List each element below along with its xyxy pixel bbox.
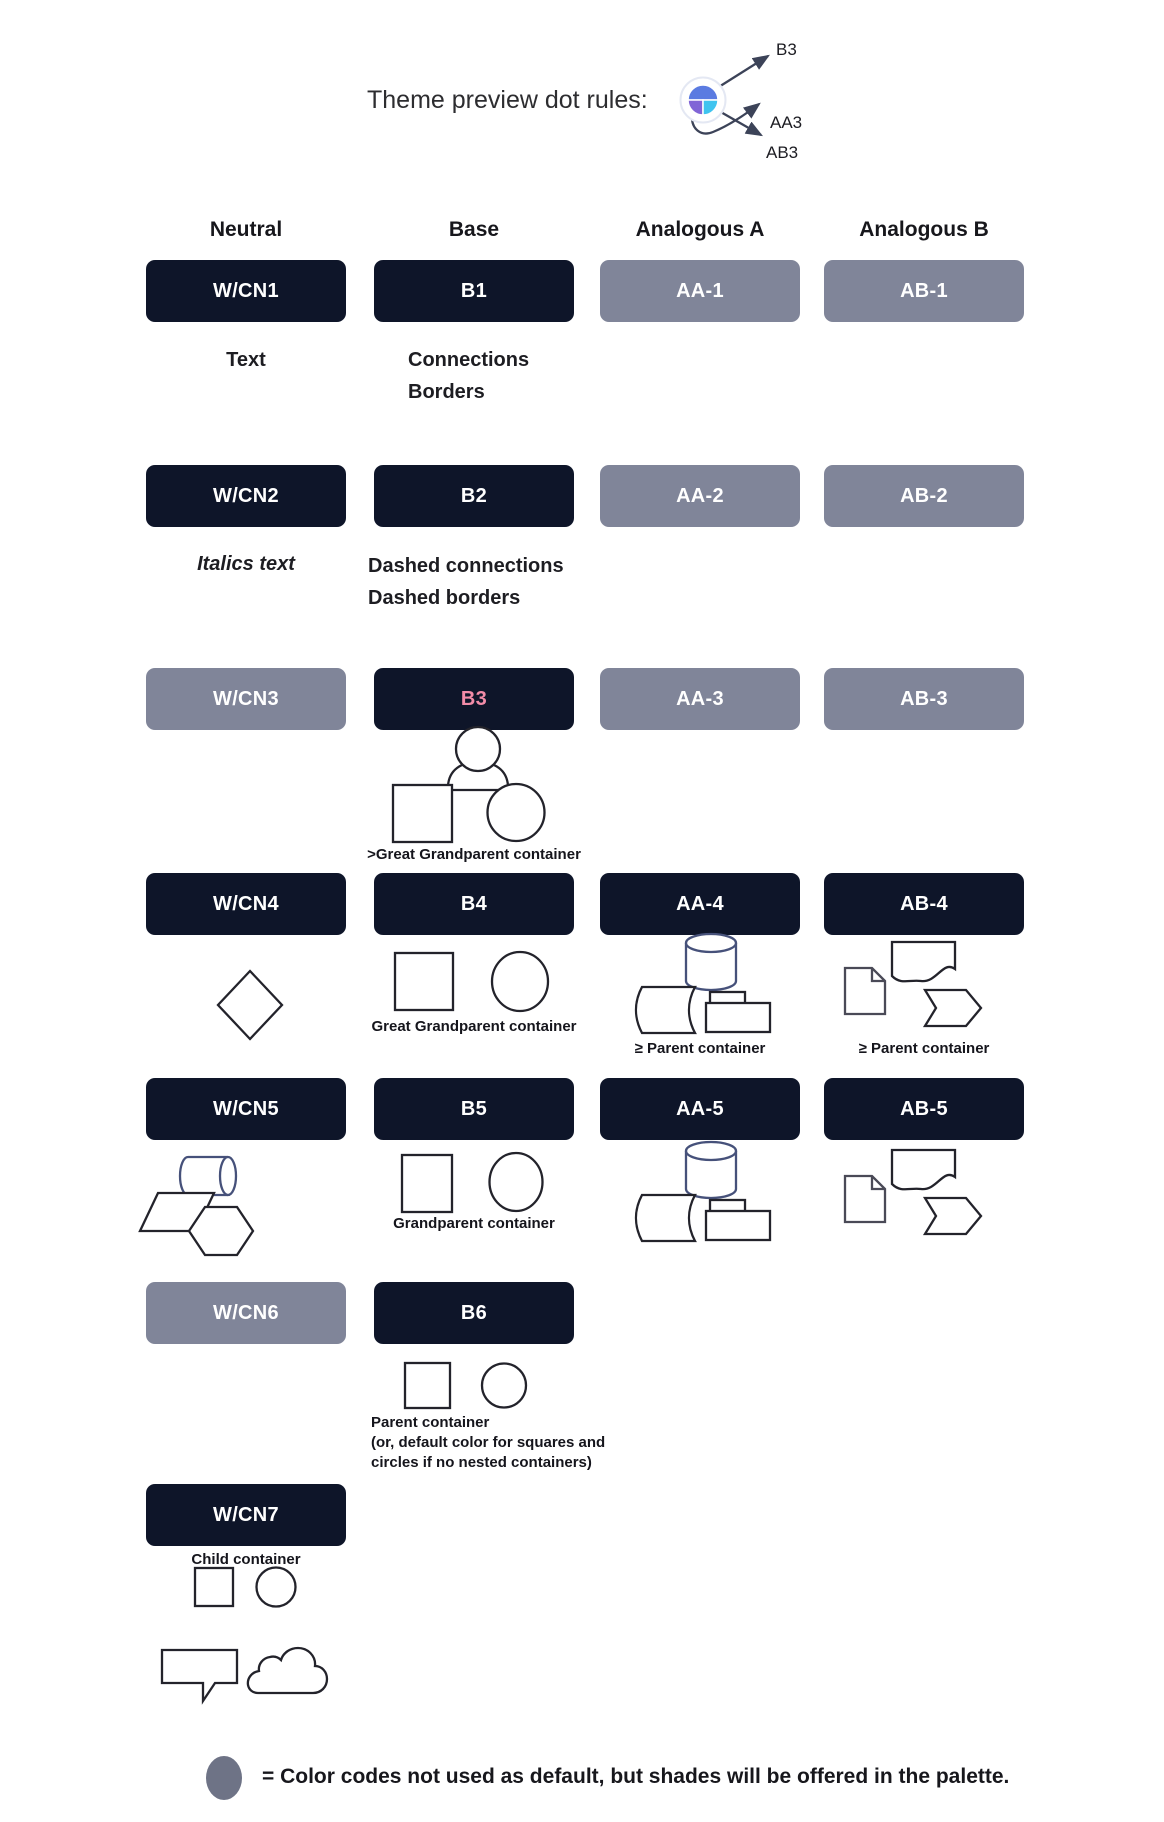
circle-icon [490,1153,543,1211]
swatch-wcn4-label: W/CN4 [213,892,279,915]
circle-icon [257,1568,296,1607]
swatch-wcn3 [146,668,346,730]
circle-icon [492,952,548,1011]
swatch-b1 [374,260,574,322]
swatch-ab4-label: AB-4 [900,892,948,915]
swatch-b6 [374,1282,574,1344]
caption-b1-line2: Borders [408,381,485,403]
swatch-wcn3-label: W/CN3 [213,687,279,710]
wcn5-shape-group [138,1148,263,1260]
swatch-ab1 [824,260,1024,322]
swatch-ab4 [824,873,1024,935]
cloud-icon [248,1648,327,1693]
document-icon [845,1176,885,1222]
aa5-shape-group [628,1141,778,1246]
swatch-b3-label: B3 [460,687,488,710]
swatch-wcn4 [146,873,346,935]
caption-aa4-shapes: ≥ Parent container [634,1040,766,1057]
caption-wcn2: Italics text [197,553,295,575]
caption-b3-shapes: >Great Grandparent container [367,846,581,863]
square-icon [402,1155,452,1212]
legend-label-ab3: AB3 [766,143,799,162]
legend-label-aa3: AA3 [770,113,803,132]
b4-shape-group [388,948,558,1014]
ab5-shape-group [840,1146,1005,1246]
column-header-neutral: Neutral [209,218,283,241]
caption-b6 [371,1413,605,1473]
swatch-aa4-label: AA-4 [676,892,724,915]
swatch-wcn7-label: W/CN7 [213,1503,279,1526]
swatch-aa1 [600,260,800,322]
swatch-aa1-label: AA-1 [676,279,724,302]
swatch-aa2-label: AA-2 [676,484,724,507]
square-icon [395,953,453,1010]
person-head-icon [456,727,500,771]
swatch-ab5 [824,1078,1024,1140]
wcn4-shape-group [212,968,288,1042]
note-text: = Color codes not used as default, but shades will be offered in the palette. [262,1765,1010,1788]
caption-b6-line2: (or, default color for squares and [371,1434,606,1451]
wavy-document-icon [892,1150,955,1189]
caption-b2-line1: Dashed connections [368,555,564,577]
cylinder-top-icon [686,934,736,952]
caption-b5-shapes: Grandparent container [393,1215,555,1232]
folder-icon [706,1211,770,1240]
swatch-b6-label: B6 [460,1301,488,1324]
caption-b2 [368,550,564,614]
square-icon [405,1363,450,1408]
theme-dot-icon [681,78,726,123]
column-header-analogous-b: Analogous B [859,218,989,241]
caption-b6-line3: circles if no nested containers) [371,1454,592,1471]
swatch-ab2-label: AB-2 [900,484,948,507]
swatch-b1-label: B1 [460,279,488,302]
swatch-aa4 [600,873,800,935]
circle-icon [488,784,545,841]
b5-shape-group [395,1150,555,1214]
caption-wcn7: Child container [191,1551,301,1568]
swatch-wcn2-label: W/CN2 [213,484,279,507]
swatch-b5-label: B5 [460,1097,488,1120]
arrow-to-b3 [714,56,768,90]
caption-b4-shapes: Great Grandparent container [371,1018,577,1035]
column-header-base: Base [448,218,500,241]
swatch-wcn1 [146,260,346,322]
ab4-shape-group [840,938,1005,1038]
square-icon [195,1568,233,1606]
column-header-analogous-a: Analogous A [635,218,765,241]
b3-shape-group [378,722,558,847]
swatch-aa5 [600,1078,800,1140]
swatch-aa3-label: AA-3 [676,687,724,710]
curved-rect-icon [636,987,695,1033]
swatch-ab1-label: AB-1 [900,279,948,302]
swatch-b5 [374,1078,574,1140]
page-title: Theme preview dot rules: [367,86,648,114]
note-dot-icon [206,1756,242,1800]
square-icon [393,785,452,842]
swatch-ab5-label: AB-5 [900,1097,948,1120]
swatch-aa3 [600,668,800,730]
swatch-wcn6-label: W/CN6 [213,1301,279,1324]
aa4-shape-group [628,933,778,1038]
legend-label-b3: B3 [776,40,797,59]
speech-bubble-icon [162,1650,237,1701]
wavy-document-icon [892,942,955,981]
swatch-aa2 [600,465,800,527]
swatch-b4 [374,873,574,935]
caption-b1-line1: Connections [408,349,530,371]
circle-icon [482,1364,526,1408]
theme-preview-dot-legend [640,28,875,163]
cylinder-end-icon [220,1157,236,1195]
caption-b1 [408,344,529,408]
chevron-icon [925,1198,981,1234]
swatch-aa5-label: AA-5 [676,1097,724,1120]
diamond-icon [218,971,282,1039]
caption-wcn1: Text [226,349,266,371]
wcn7-shape-group [155,1560,340,1710]
swatch-b2-label: B2 [460,484,488,507]
swatch-ab3 [824,668,1024,730]
caption-b6-line1: Parent container [371,1414,490,1431]
folder-icon [706,1003,770,1032]
swatch-b4-label: B4 [460,892,488,915]
swatch-wcn2 [146,465,346,527]
b6-shape-group [400,1358,540,1412]
caption-ab4-shapes: ≥ Parent container [858,1040,990,1057]
swatch-ab2 [824,465,1024,527]
caption-b2-line2: Dashed borders [368,587,521,609]
swatch-b3 [374,668,574,730]
swatch-wcn7 [146,1484,346,1546]
cylinder-top-icon [686,1142,736,1160]
swatch-b2 [374,465,574,527]
swatch-wcn5 [146,1078,346,1140]
swatch-wcn5-label: W/CN5 [213,1097,279,1120]
chevron-icon [925,990,981,1026]
swatch-wcn1-label: W/CN1 [213,279,279,302]
document-icon [845,968,885,1014]
swatch-wcn6 [146,1282,346,1344]
swatch-ab3-label: AB-3 [900,687,948,710]
curved-rect-icon [636,1195,695,1241]
